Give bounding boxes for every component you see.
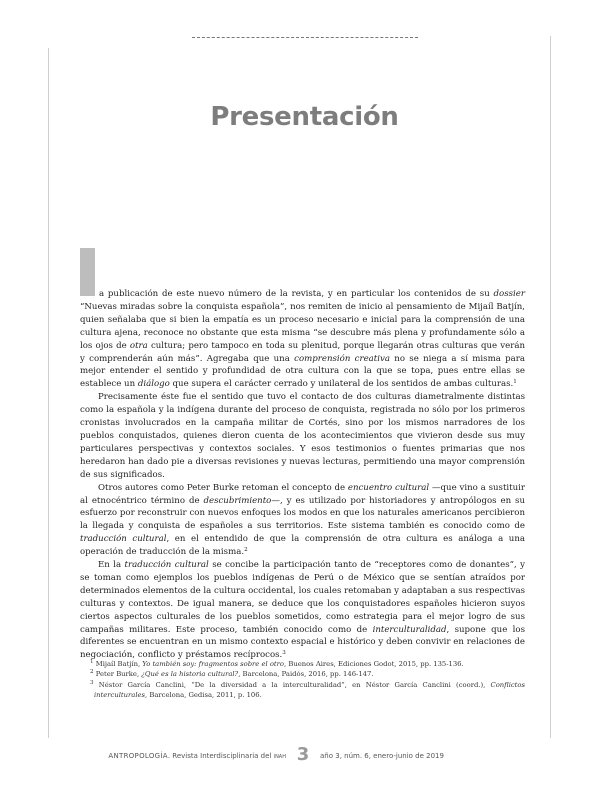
text-run: no se niega a sí misma para mejor entender el sentido y profundidad de otra cultura con la que se topa, pues entre ellas se establece un	[80, 353, 525, 390]
page-title: Presentación	[210, 102, 399, 132]
footnote-number: 3	[90, 679, 94, 686]
text-run: , en el entendido de que la comprensión de otra cultura es análoga a una operación de traducción de la misma.	[80, 534, 525, 558]
text-run: Néstor García Canclini, “De la diversidad a la interculturalidad”, en Néstor García Canclini (coord.),	[98, 680, 491, 689]
text-run: “Nuevas miradas sobre la conquista española”, nos remiten de inicio al pensamiento de Mijaíl Batjín, quien señalaba que si bien la empatía es un proceso necesario e inicial para la comprensión de una cultura ajena, reconoce no obstante que esta misma “se descubre más plena y profundamente sólo a los ojos de	[80, 301, 525, 351]
footnote-number: 2	[90, 669, 94, 676]
page-footer	[0, 744, 609, 768]
footnote-ref: 3	[282, 650, 286, 657]
italic-text: descubrimiento	[203, 495, 272, 506]
footer-institute: INAH	[273, 754, 286, 760]
text-run: , Buenos Aires, Ediciones Godot, 2015, pp. 135-136.	[284, 660, 464, 668]
italic-text: encuentro cultural	[347, 482, 430, 493]
text-run: que supera el carácter cerrado y unilateral de los sentidos de ambas culturas.	[169, 379, 514, 390]
text-run: Otros autores como Peter Burke retoman el concepto de	[98, 482, 348, 493]
article-body	[80, 288, 525, 662]
top-dashed-rule	[192, 37, 418, 38]
text-run: —que vino a sustituir al etnocéntrico término de	[80, 482, 525, 506]
text-run: , Barcelona, Gedisa, 2011, p. 106.	[145, 691, 262, 700]
italic-text: diálogo	[137, 379, 170, 390]
footnote	[80, 659, 525, 669]
footnote-ref: 2	[244, 547, 248, 554]
text-run: Mijaíl Batjín,	[95, 660, 143, 668]
footer-journal	[108, 752, 286, 760]
footnote-ref: 1	[513, 379, 517, 386]
italic-text: Yo también soy: fragmentos sobre el otro	[142, 660, 284, 668]
footnote	[80, 680, 525, 701]
right-margin-rule	[550, 36, 551, 738]
paragraph	[80, 391, 525, 481]
italic-text: ¿Qué es la historia cultural?	[141, 670, 239, 679]
footer-issue-info: año 3, núm. 6, enero-junio de 2019	[320, 752, 444, 760]
text-run: , Barcelona, Paidós, 2016, pp. 146-147.	[238, 670, 374, 679]
italic-text: comprensión creativa	[294, 353, 390, 364]
text-run: En la	[98, 560, 125, 571]
text-run: Precisamente éste fue el sentido que tuvo el contacto de dos culturas diametralmente distintas como la española y la indígena durante del proceso de conquista, registrada no sólo por los primeros cronistas involucrados en la campaña militar de Cortés, sino por los mismos narradores de los pueblos conquistados, quienes dieron cuenta de los acontecimientos que vivieron desde sus muy particulares perspectivas y contextos sociales. Y esos testimonios o fuentes primarias que nos heredaron han dado pie a diversas revisiones y nuevas lecturas, permitiendo una mayor comprensión de sus significados.	[80, 392, 525, 480]
italic-text: dossier	[493, 289, 525, 299]
italic-text: traducción cultural	[80, 534, 167, 545]
footnotes	[80, 659, 525, 701]
italic-text: otra	[129, 340, 148, 351]
left-margin-rule	[48, 48, 49, 738]
text-run: cultura; pero tampoco en toda su plenitud, porque llegarán otras culturas que verán y comprenderán aún más”. Agregaba que una	[80, 340, 525, 364]
paragraph	[80, 559, 525, 662]
paragraph	[80, 482, 525, 559]
footnote	[80, 669, 525, 679]
footer-journal-name: ANTROPOLOGÍA	[108, 752, 168, 760]
text-run: —, y es utilizado por historiadores y antropólogos en su esfuerzo por reconstruir con nuevos enfoques los modos en que los naturales americanos percibieron la llegada y conquista de españoles a sus territorios. Este sistema también es conocido como de	[80, 495, 525, 532]
italic-text: interculturalidad	[372, 624, 447, 635]
italic-text: Conflictos interculturales	[94, 680, 525, 700]
italic-text: traducción cultural	[124, 560, 209, 571]
footnote-number: 1	[90, 659, 94, 665]
paragraph	[80, 288, 525, 391]
page-number: 3	[296, 744, 310, 765]
text-run: Peter Burke,	[95, 670, 142, 679]
text-run: a publicación de este nuevo número de la revista, y en particular los contenidos de su	[99, 289, 494, 299]
text-run: se concibe la participación tanto de “receptores como de donantes”, y se toman como ejemplos los pueblos indígenas de Perú o de México que se sentían atraídos por determinados elementos de la cultura occidental, los cuales retomaban y adaptaban a sus respectivas culturas y contextos. De igual manera, se deduce que los conquistadores españoles hicieron suyos ciertos aspectos culturales de los pueblos sometidos, como estrategia para el mejor logro de sus campañas militares. Este proceso, también conocido como de	[80, 560, 525, 635]
text-run: , supone que los diferentes se encuentran en un mismo contexto espacial e histórico y deben convivir en relaciones de negociación, conflicto y préstamos recíprocos.	[80, 624, 525, 661]
footer-journal-desc: . Revista Interdisciplinaria del	[167, 752, 272, 760]
